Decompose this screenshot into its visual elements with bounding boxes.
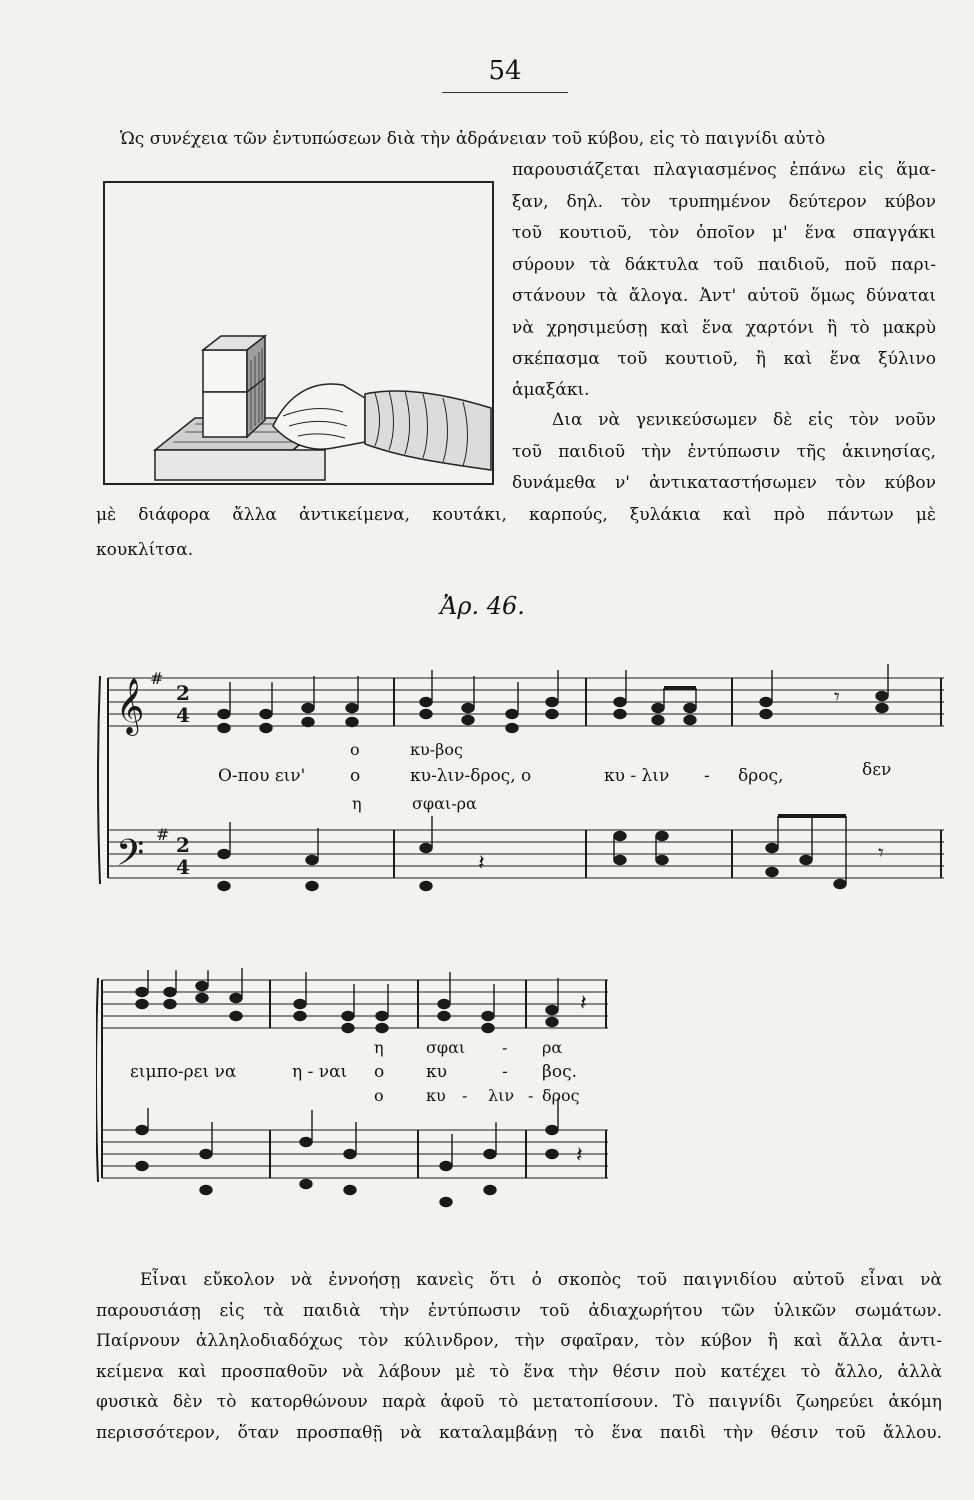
text-line: ξαν, δηλ. τὸν τρυπημένον δεύτερον κύβον <box>512 191 936 212</box>
svg-text:#: # <box>156 825 170 844</box>
lyric-bottom: ο <box>374 1086 384 1105</box>
svg-text:𝄽: 𝄽 <box>576 1143 583 1168</box>
text-line: δυνάμεθα ν' ἀντικαταστήσωμεν τὸν κύβον <box>512 473 936 493</box>
text-line: στάνουν τὰ ἄλογα. Ἀντ' αὐτοῦ ὅμως δύναται <box>512 286 936 306</box>
text-line: τοῦ κουτιοῦ, τὸν ὁποῖον μ' ἕνα σπαγγάκι <box>512 223 936 243</box>
page-number: 54 <box>488 56 522 86</box>
lyric-main: δεν <box>862 760 892 780</box>
text-line: περισσότερον, ὅταν προσπαθῇ νὰ καταλαμβάνῃ τὸ ἕνα παιδὶ τὴν θέσιν τοῦ ἄλλου. <box>96 1422 942 1443</box>
text-line-full: μὲ διάφορα ἄλλα ἀντικείμενα, κουτάκι, καρπούς, ξυλάκια καὶ πρὸ πάντων μὲ <box>96 505 936 525</box>
text-column <box>512 405 936 500</box>
lyric-main: βος. <box>542 1062 577 1082</box>
lyric-bottom: η <box>352 794 362 813</box>
lyric-main: ειμπο-ρει να <box>130 1062 237 1082</box>
lyric-main: Ο-που ειν' <box>218 766 306 786</box>
lyric-top: κυ-βος <box>410 740 463 759</box>
music-score-system-1 <box>96 648 946 910</box>
lyric-top: σφαι <box>426 1038 466 1057</box>
text-line: παρουσιάσῃ εἰς τὰ παιδιὰ τὴν ἐντύπωσιν τοῦ ἀδιαχωρήτου τῶν ὑλικῶν σωμάτων. <box>96 1300 942 1321</box>
closing-paragraph <box>96 1265 942 1448</box>
illustration-cube-on-cart <box>103 180 495 486</box>
svg-text:𝄾: 𝄾 <box>878 841 884 866</box>
svg-text:4: 4 <box>176 703 190 727</box>
svg-text:𝄽: 𝄽 <box>580 991 587 1016</box>
svg-text:𝄞: 𝄞 <box>116 678 145 734</box>
lyric-bottom: λιν <box>488 1086 515 1105</box>
music-score-system-2 <box>96 958 616 1208</box>
text-line: Εἶναι εὔκολον νὰ ἐννοήσῃ κανεὶς ὅτι ὁ σκοπὸς τοῦ παιγνιδίου αὐτοῦ εἶναι νὰ <box>140 1270 942 1290</box>
lyric-main: κυ <box>426 1062 447 1082</box>
lyric-main: η - ναι <box>292 1062 348 1082</box>
header-rule <box>442 92 568 93</box>
lyric-top: ρα <box>542 1038 563 1057</box>
text-line: Ὡς συνέχεια τῶν ἐντυπώσεων διὰ τὴν ἀδράνειαν τοῦ κύβου, εἰς τὸ παιγνίδι αὐτὸ <box>120 129 826 149</box>
text-line: νὰ χρησιμεύσῃ καὶ ἕνα χαρτόνι ἢ τὸ μακρὺ <box>512 317 936 338</box>
svg-text:𝄽: 𝄽 <box>478 851 485 876</box>
text-line: σκέπασμα τοῦ κουτιοῦ, ἢ καὶ ἕνα ξύλινο <box>512 349 936 369</box>
text-line: Παίρνουν ἀλληλοδιαδόχως τὸν κύλινδρον, τὴν σφαῖραν, τὸν κύβον ἢ καὶ ἄλλα ἀντι- <box>96 1331 942 1351</box>
lyric-bottom: - <box>462 1086 468 1105</box>
text-line: παρουσιάζεται πλαγιασμένος ἐπάνω εἰς ἅμα- <box>512 160 936 180</box>
lyric-main: δρος, <box>738 766 784 786</box>
lyric-top: η <box>374 1038 384 1057</box>
lyric-bottom: δρος <box>542 1086 580 1105</box>
text-line: κείμενα καὶ προσπαθοῦν νὰ λάβουν μὲ τὸ ἕνα τὴν θέσιν ποὺ κατέχει τὸ ἄλλο, ἀλλὰ <box>96 1361 942 1382</box>
svg-text:2: 2 <box>176 833 190 857</box>
figure-label: Ἀρ. 46. <box>440 592 525 620</box>
svg-text:𝄾: 𝄾 <box>834 685 840 710</box>
lyric-main: - <box>704 766 710 786</box>
svg-text:𝄢: 𝄢 <box>116 832 145 883</box>
lyric-main: κυ - λιν <box>604 766 670 786</box>
text-line: φυσικὰ δὲν τὸ κατορθώνουν παρὰ ἀφοῦ τὸ μετατοπίσουν. Τὸ παιγνίδι ζωηρεύει ἀκόμη <box>96 1392 942 1412</box>
text-line: ἁμαξάκι. <box>512 380 590 400</box>
text-line: τοῦ παιδιοῦ τὴν ἐντύπωσιν τῆς ἀκινησίας, <box>512 441 936 462</box>
lyric-main: ο <box>374 1062 385 1082</box>
text-line: Δια νὰ γενικεύσωμεν δὲ εἰς τὸν νοῦν <box>552 410 936 430</box>
lyric-bottom: - <box>528 1086 534 1105</box>
lyric-main: - <box>502 1062 508 1082</box>
lyric-main: κυ-λιν-δρος, ο <box>410 766 532 786</box>
svg-text:#: # <box>150 669 164 688</box>
svg-text:2: 2 <box>176 681 190 705</box>
lyric-top: ο <box>350 740 360 759</box>
text-column <box>512 155 936 376</box>
text-line: κουκλίτσα. <box>96 540 194 560</box>
lyric-top: - <box>502 1038 508 1057</box>
lyric-bottom: σφαι-ρα <box>412 794 477 813</box>
text-line: σύρουν τὰ δάκτυλα τοῦ παιδιοῦ, ποῦ παρι- <box>512 254 936 275</box>
svg-text:4: 4 <box>176 855 190 879</box>
lyric-bottom: κυ <box>426 1086 446 1105</box>
lyric-main: ο <box>350 766 361 786</box>
